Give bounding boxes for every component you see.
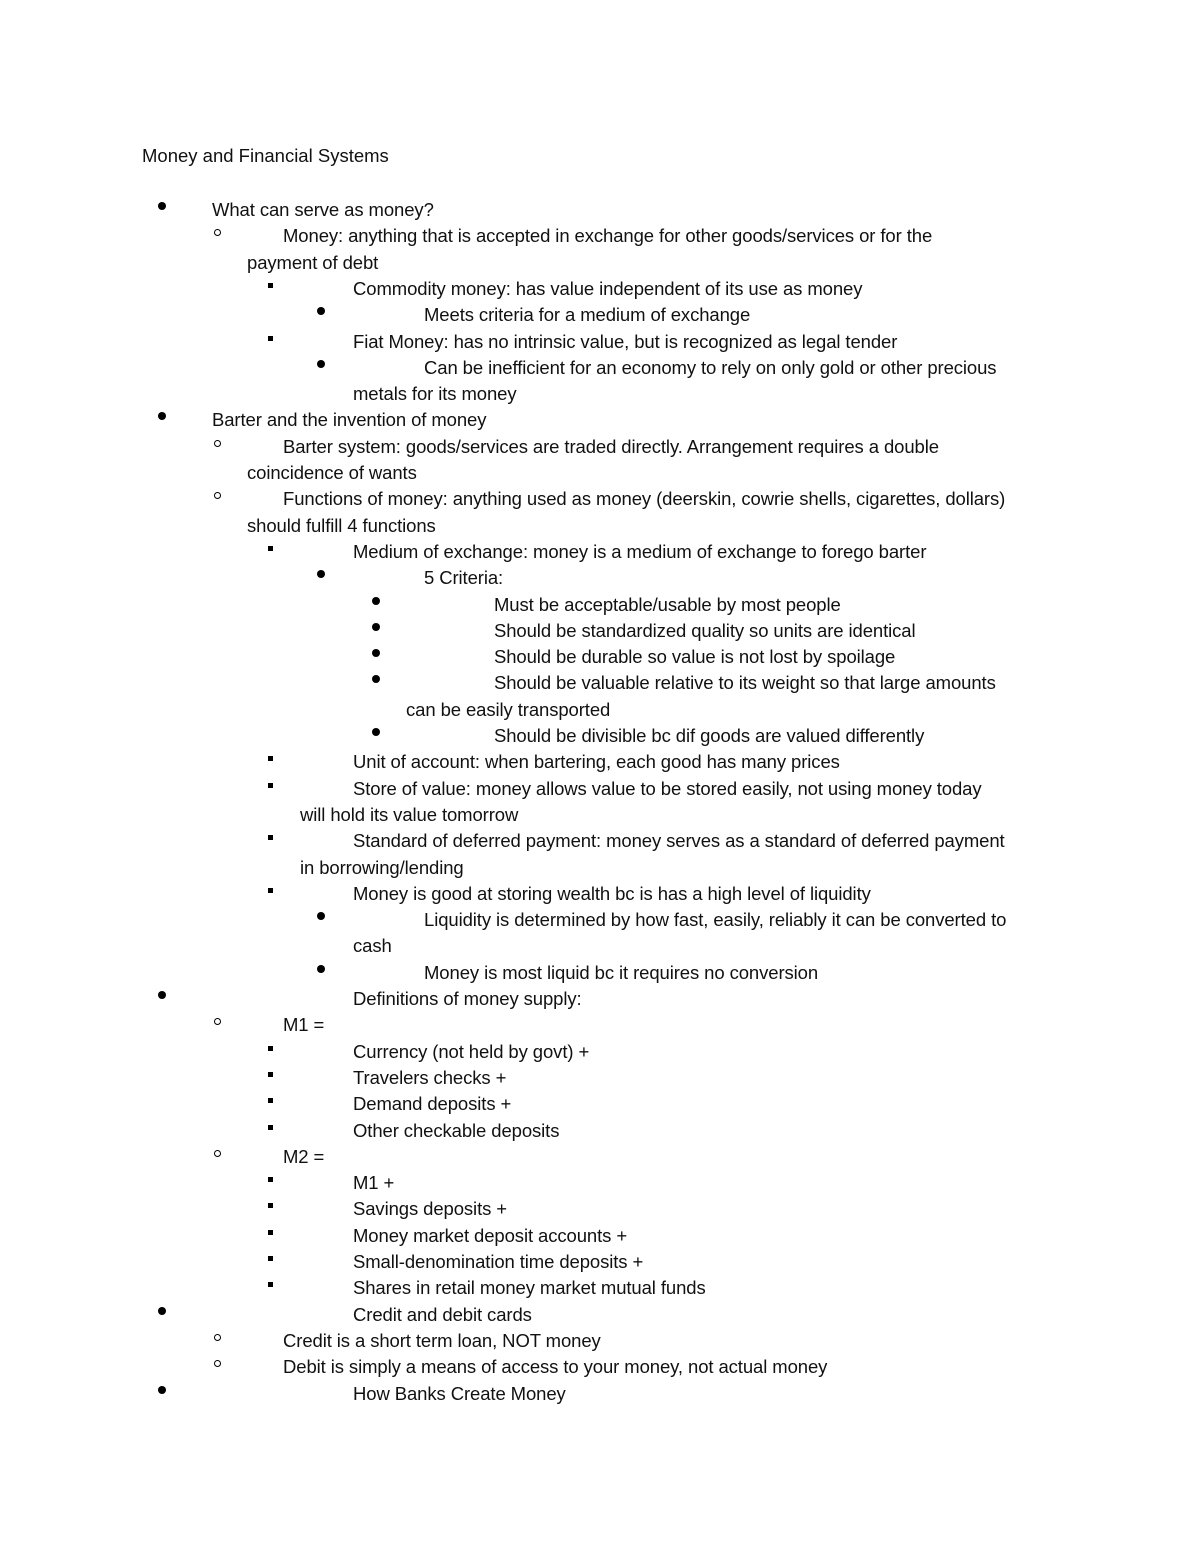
- outline-item: Demand deposits +: [353, 1093, 512, 1115]
- bullet-square-icon: [268, 1072, 273, 1077]
- outline-item: What can serve as money?: [212, 199, 434, 220]
- bullet-square-icon: [268, 783, 273, 788]
- outline-item-continuation: will hold its value tomorrow: [300, 803, 519, 825]
- bullet-dot-icon: [158, 1386, 166, 1394]
- outline-item: M2 =: [283, 1145, 325, 1167]
- bullet-dot-icon: [372, 675, 380, 683]
- outline-item: M1 +: [353, 1172, 395, 1194]
- outline-item: M1 =: [283, 1014, 325, 1036]
- bullet-circle-icon: [214, 440, 221, 447]
- outline-item-continuation: metals for its money: [353, 383, 517, 405]
- bullet-circle-icon: [214, 1150, 221, 1157]
- outline-item: Money is good at storing wealth bc is has a high level of liquidity: [353, 882, 871, 904]
- outline-item: Fiat Money: has no intrinsic value, but is recognized as legal tender: [353, 330, 898, 352]
- outline-item: How Banks Create Money: [353, 1382, 566, 1404]
- bullet-square-icon: [268, 1098, 273, 1103]
- bullet-dot-icon: [317, 307, 325, 315]
- outline-item: Liquidity is determined by how fast, easily, reliably it can be converted to: [424, 909, 1007, 931]
- outline-item: Functions of money: anything used as money (deerskin, cowrie shells, cigarettes, dollars): [283, 488, 1006, 510]
- bullet-square-icon: [268, 888, 273, 893]
- outline-item: Money is most liquid bc it requires no conversion: [424, 961, 819, 983]
- outline-item: Commodity money: has value independent of its use as money: [353, 277, 863, 299]
- outline-item: 5 Criteria:: [424, 567, 504, 589]
- bullet-square-icon: [268, 756, 273, 761]
- outline-item-continuation: cash: [353, 935, 392, 957]
- bullet-circle-icon: [214, 1334, 221, 1341]
- bullet-square-icon: [268, 546, 273, 551]
- outline-item: Other checkable deposits: [353, 1119, 560, 1141]
- bullet-square-icon: [268, 1125, 273, 1130]
- outline-item: Meets criteria for a medium of exchange: [424, 304, 751, 326]
- bullet-square-icon: [268, 1203, 273, 1208]
- bullet-square-icon: [268, 1256, 273, 1261]
- outline-item: Credit is a short term loan, NOT money: [283, 1329, 601, 1351]
- outline-item: Must be acceptable/usable by most people: [494, 593, 841, 615]
- outline-item: Credit and debit cards: [353, 1303, 532, 1325]
- bullet-dot-icon: [317, 965, 325, 973]
- outline-item: Definitions of money supply:: [353, 988, 582, 1009]
- bullet-dot-icon: [372, 649, 380, 657]
- bullet-dot-icon: [372, 623, 380, 631]
- outline-item: Shares in retail money market mutual funds: [353, 1277, 706, 1299]
- outline-item-continuation: payment of debt: [247, 251, 379, 273]
- outline-item: Travelers checks +: [353, 1066, 507, 1088]
- bullet-dot-icon: [158, 412, 166, 420]
- outline-item: Store of value: money allows value to be stored easily, not using money today: [353, 777, 982, 799]
- outline-item: Money market deposit accounts +: [353, 1224, 628, 1246]
- bullet-square-icon: [268, 1177, 273, 1182]
- outline-item: Barter and the invention of money: [212, 409, 487, 431]
- bullet-dot-icon: [158, 991, 166, 999]
- bullet-circle-icon: [214, 229, 221, 236]
- outline-item: Should be divisible bc dif goods are valued differently: [494, 725, 925, 746]
- outline-item-continuation: should fulfill 4 functions: [247, 514, 436, 536]
- bullet-dot-icon: [317, 570, 325, 578]
- outline-item: Money: anything that is accepted in exchange for other goods/services or for the: [283, 225, 933, 247]
- bullet-dot-icon: [317, 912, 325, 920]
- bullet-circle-icon: [214, 492, 221, 499]
- bullet-square-icon: [268, 1046, 273, 1051]
- outline-item: Should be standardized quality so units are identical: [494, 619, 916, 641]
- bullet-square-icon: [268, 1282, 273, 1287]
- outline-item: Savings deposits +: [353, 1198, 508, 1220]
- bullet-dot-icon: [158, 1307, 166, 1315]
- bullet-square-icon: [268, 835, 273, 840]
- bullet-circle-icon: [214, 1018, 221, 1025]
- bullet-square-icon: [268, 336, 273, 341]
- outline-item: Standard of deferred payment: money serves as a standard of deferred payment: [353, 830, 1005, 852]
- bullet-dot-icon: [158, 202, 166, 210]
- outline-item-continuation: can be easily transported: [406, 698, 611, 720]
- outline-item: Medium of exchange: money is a medium of exchange to forego barter: [353, 540, 927, 562]
- outline-item: Small-denomination time deposits +: [353, 1251, 644, 1272]
- bullet-square-icon: [268, 283, 273, 288]
- outline-item: Should be valuable relative to its weight so that large amounts: [494, 672, 996, 694]
- outline-item-continuation: in borrowing/lending: [300, 856, 464, 878]
- bullet-dot-icon: [317, 360, 325, 368]
- outline-item: Debit is simply a means of access to your money, not actual money: [283, 1356, 828, 1378]
- outline-item-continuation: coincidence of wants: [247, 462, 417, 483]
- bullet-square-icon: [268, 1230, 273, 1235]
- outline-item: Currency (not held by govt) +: [353, 1040, 590, 1062]
- outline-item: Barter system: goods/services are traded directly. Arrangement requires a double: [283, 435, 939, 457]
- bullet-dot-icon: [372, 728, 380, 736]
- document-title: Money and Financial Systems: [142, 145, 389, 166]
- outline-item: Should be durable so value is not lost by spoilage: [494, 646, 896, 668]
- bullet-circle-icon: [214, 1360, 221, 1367]
- outline-item: Unit of account: when bartering, each good has many prices: [353, 751, 840, 773]
- outline-item: Can be inefficient for an economy to rely on only gold or other precious: [424, 356, 997, 378]
- bullet-dot-icon: [372, 597, 380, 605]
